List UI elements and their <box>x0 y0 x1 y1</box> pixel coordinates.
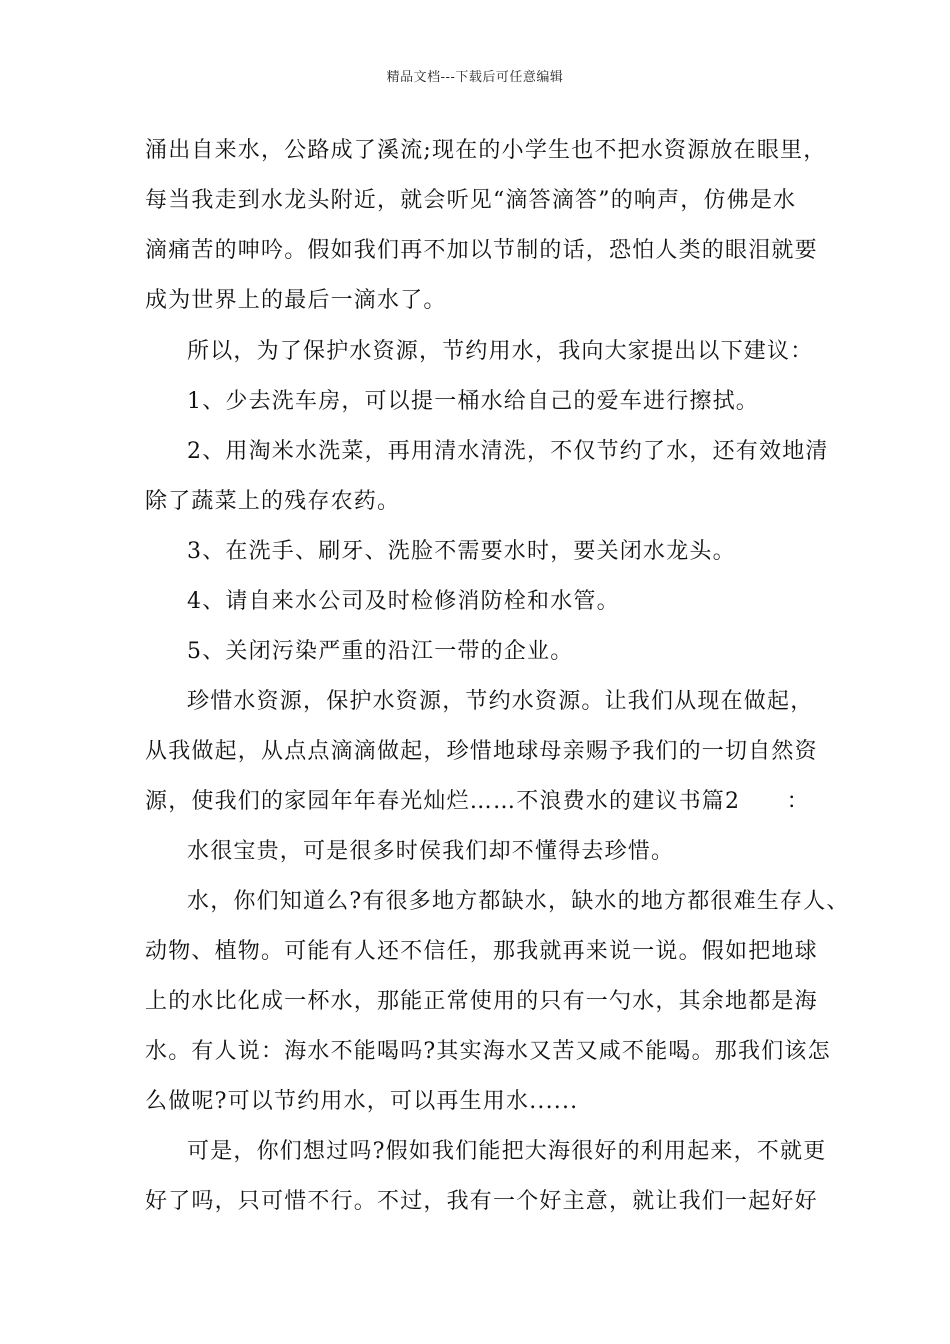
list-item: 2、用淘米水洗菜，再用清水清洗，不仅节约了水，还有效地清 <box>187 439 829 464</box>
text-line: 水，你们知道么?有很多地方都缺水，缺水的地方都很难生存人、 <box>187 889 850 914</box>
text-line: 好了吗，只可惜不行。不过，我有一个好主意，就让我们一起好好 <box>145 1189 818 1214</box>
list-item: 4、请自来水公司及时检修消防栓和水管。 <box>187 589 620 614</box>
text-line: 除了蔬菜上的残存农药。 <box>145 489 401 514</box>
text-line: 源，使我们的家园年年春光灿烂……不浪费水的建议书篇2 ： <box>145 789 810 814</box>
text-line: 所以，为了保护水资源，节约用水，我向大家提出以下建议： <box>187 339 814 364</box>
text-line: 可是，你们想过吗?假如我们能把大海很好的利用起来，不就更 <box>187 1139 827 1164</box>
text-line: 滴痛苦的呻吟。假如我们再不加以节制的话，恐怕人类的眼泪就要 <box>145 238 818 263</box>
text-line: 珍惜水资源，保护水资源，节约水资源。让我们从现在做起， <box>187 689 814 714</box>
text-line: 从我做起，从点点滴滴做起，珍惜地球母亲赐予我们的一切自然资 <box>145 739 818 764</box>
text-line: 水。有人说：海水不能喝吗?其实海水又苦又咸不能喝。那我们该怎 <box>145 1039 831 1064</box>
text-line: 动物、植物。可能有人还不信任，那我就再来说一说。假如把地球 <box>145 939 818 964</box>
text-line: 每当我走到水龙头附近，就会听见“滴答滴答”的响声，仿佛是水 <box>145 188 797 213</box>
text-line: 涌出自来水，公路成了溪流;现在的小学生也不把水资源放在眼里， <box>145 138 827 163</box>
text-line: 成为世界上的最后一滴水了。 <box>145 288 447 313</box>
list-item: 1、少去洗车房，可以提一桶水给自己的爱车进行擦拭。 <box>187 389 759 414</box>
text-line: 么做呢?可以节约用水，可以再生用水...... <box>145 1089 579 1114</box>
list-item: 3、在洗手、刷牙、洗脸不需要水时，要关闭水龙头。 <box>187 539 736 564</box>
list-item: 5、关闭污染严重的沿江一带的企业。 <box>187 639 574 664</box>
text-line: 水很宝贵，可是很多时侯我们却不懂得去珍惜。 <box>187 839 675 864</box>
page-header: 精品文档---下载后可任意编辑 <box>386 70 564 85</box>
text-line: 上的水比化成一杯水，那能正常使用的只有一勺水，其余地都是海 <box>145 989 818 1014</box>
